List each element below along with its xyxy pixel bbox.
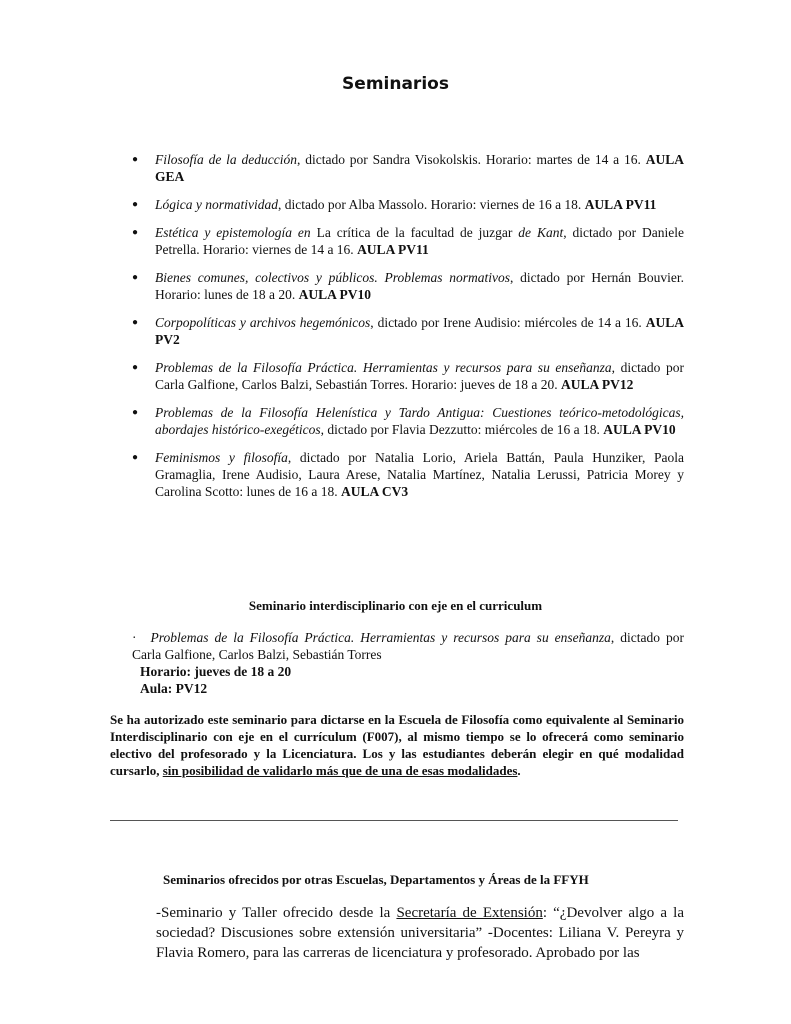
seminar-title: Problemas de la Filosofía Práctica. Herramientas y recursos para su enseñanza — [155, 360, 612, 375]
bullet-icon: ● — [132, 317, 139, 328]
note-underlined: sin posibilidad de validarlo más que de una de esas modalidades — [162, 763, 518, 778]
separator-line — [110, 820, 678, 821]
bullet-icon: ● — [132, 199, 139, 210]
bullet-icon: ● — [132, 272, 139, 283]
seminar-aula: AULA PV2 — [155, 315, 684, 347]
bullet-icon: · — [132, 630, 137, 645]
interdisciplinary-horario: Horario: jueves de 18 a 20 — [140, 664, 292, 679]
seminar-title: Corpopolíticas y archivos hegemónicos — [155, 315, 371, 330]
list-item — [132, 404, 684, 438]
interdisciplinary-seminar — [132, 629, 684, 697]
seminar-aula: AULA PV11 — [357, 242, 429, 257]
seminar-details: , dictado por Natalia Lorio, Ariela Battán, Paula Hunziker, Paola Gramaglia, Irene Audisio, Laura Arese, Natalia Martínez, Natalia Lerussi, Patricia Morey y Carolina Scotto: lunes de 16 a 18. — [155, 450, 684, 499]
list-item — [132, 269, 684, 303]
interdisciplinary-description — [132, 629, 684, 663]
seminar-details: La crítica de la facultad de juzgar — [316, 225, 519, 240]
list-item — [132, 224, 684, 258]
seminar-aula: AULA PV12 — [560, 377, 634, 392]
seminar-details: , dictado por Carla Galfione, Carlos Balzi, Sebastián Torres — [132, 630, 684, 662]
paragraph-rest: : “¿Devolver algo a la sociedad? Discusiones sobre extensión universitaria” -Docentes: Liliana V. Pereyra y Flavia Romero, para las carreras de licenciatura y profesorado. Aprobado por las — [156, 905, 684, 961]
list-item — [132, 314, 684, 348]
note-text: Se ha autorizado este seminario para dictarse en la Escuela de Filosofía como equivalente al Seminario Interdisciplinario con eje en el currículum (F007), al mismo tiempo se lo ofrecerá como seminario electivo del profesorado y la Licenciatura. Los y las estudiantes deberán elegir en qué modalidad cursarlo, — [110, 712, 684, 778]
bullet-icon: ● — [132, 154, 139, 165]
list-item — [132, 196, 684, 213]
note-end: . — [517, 763, 521, 778]
bullet-icon: ● — [132, 362, 139, 373]
extension-link[interactable]: Secretaría de Extensión — [396, 905, 543, 921]
authorization-note — [110, 711, 684, 779]
seminar-details: , dictado por Carla Galfione, Carlos Balzi, Sebastián Torres. Horario: jueves de 18 a 20. — [155, 360, 684, 392]
seminar-aula: AULA GEA — [155, 152, 684, 184]
seminar-title: Problemas de la Filosofía Práctica. Herramientas y recursos para su enseñanza — [150, 630, 611, 645]
seminar-details: , dictado por Sandra Visokolskis. Horario: martes de 14 a 16. — [297, 152, 646, 167]
seminar-details: , dictado por Alba Massolo. Horario: viernes de 16 a 18. — [278, 197, 585, 212]
seminar-title: Lógica y normatividad — [155, 197, 278, 212]
seminar-aula: AULA PV10 — [298, 287, 371, 302]
seminar-list — [132, 151, 684, 511]
interdisciplinary-aula: Aula: PV12 — [140, 681, 208, 696]
seminar-title: Feminismos y filosofía — [155, 450, 288, 465]
list-item — [132, 151, 684, 185]
other-seminars-heading: Seminarios ofrecidos por otras Escuelas, Departamentos y Áreas de la FFYH — [163, 872, 589, 887]
seminar-details: , dictado por Irene Audisio: miércoles de 14 a 16. — [370, 315, 646, 330]
page-title: Seminarios — [342, 74, 449, 94]
list-item — [132, 359, 684, 393]
seminar-title: Estética y epistemología en — [155, 225, 317, 240]
bullet-icon: ● — [132, 227, 139, 238]
seminar-aula: AULA CV3 — [340, 484, 409, 499]
bullet-icon: ● — [132, 452, 139, 463]
seminar-details-part2: , dictado por Daniele Petrella. Horario: viernes de 14 a 16. — [155, 225, 684, 257]
seminar-details: , dictado por Flavia Dezzutto: miércoles de 16 a 18. — [320, 422, 604, 437]
seminar-title: Bienes comunes, colectivos y públicos. Problemas normativos — [155, 270, 510, 285]
seminar-details: , dictado por Hernán Bouvier. Horario: lunes de 18 a 20. — [155, 270, 684, 302]
interdisciplinary-heading: Seminario interdisciplinario con eje en el curriculum — [248, 598, 543, 613]
seminar-aula: AULA PV10 — [603, 422, 676, 437]
bullet-icon: ● — [132, 407, 139, 418]
paragraph-start: -Seminario y Taller ofrecido desde la — [156, 905, 397, 921]
seminar-title: Problemas de la Filosofía Helenística y Tardo Antigua: Cuestiones teórico-metodológicas, abordajes histórico-exegéticos — [155, 405, 684, 437]
list-item — [132, 449, 684, 500]
seminar-title: Filosofía de la deducción — [155, 152, 297, 167]
seminar-aula: AULA PV11 — [584, 197, 657, 212]
seminar-title-part2: de Kant — [518, 225, 564, 240]
other-seminars-paragraph — [156, 903, 684, 963]
